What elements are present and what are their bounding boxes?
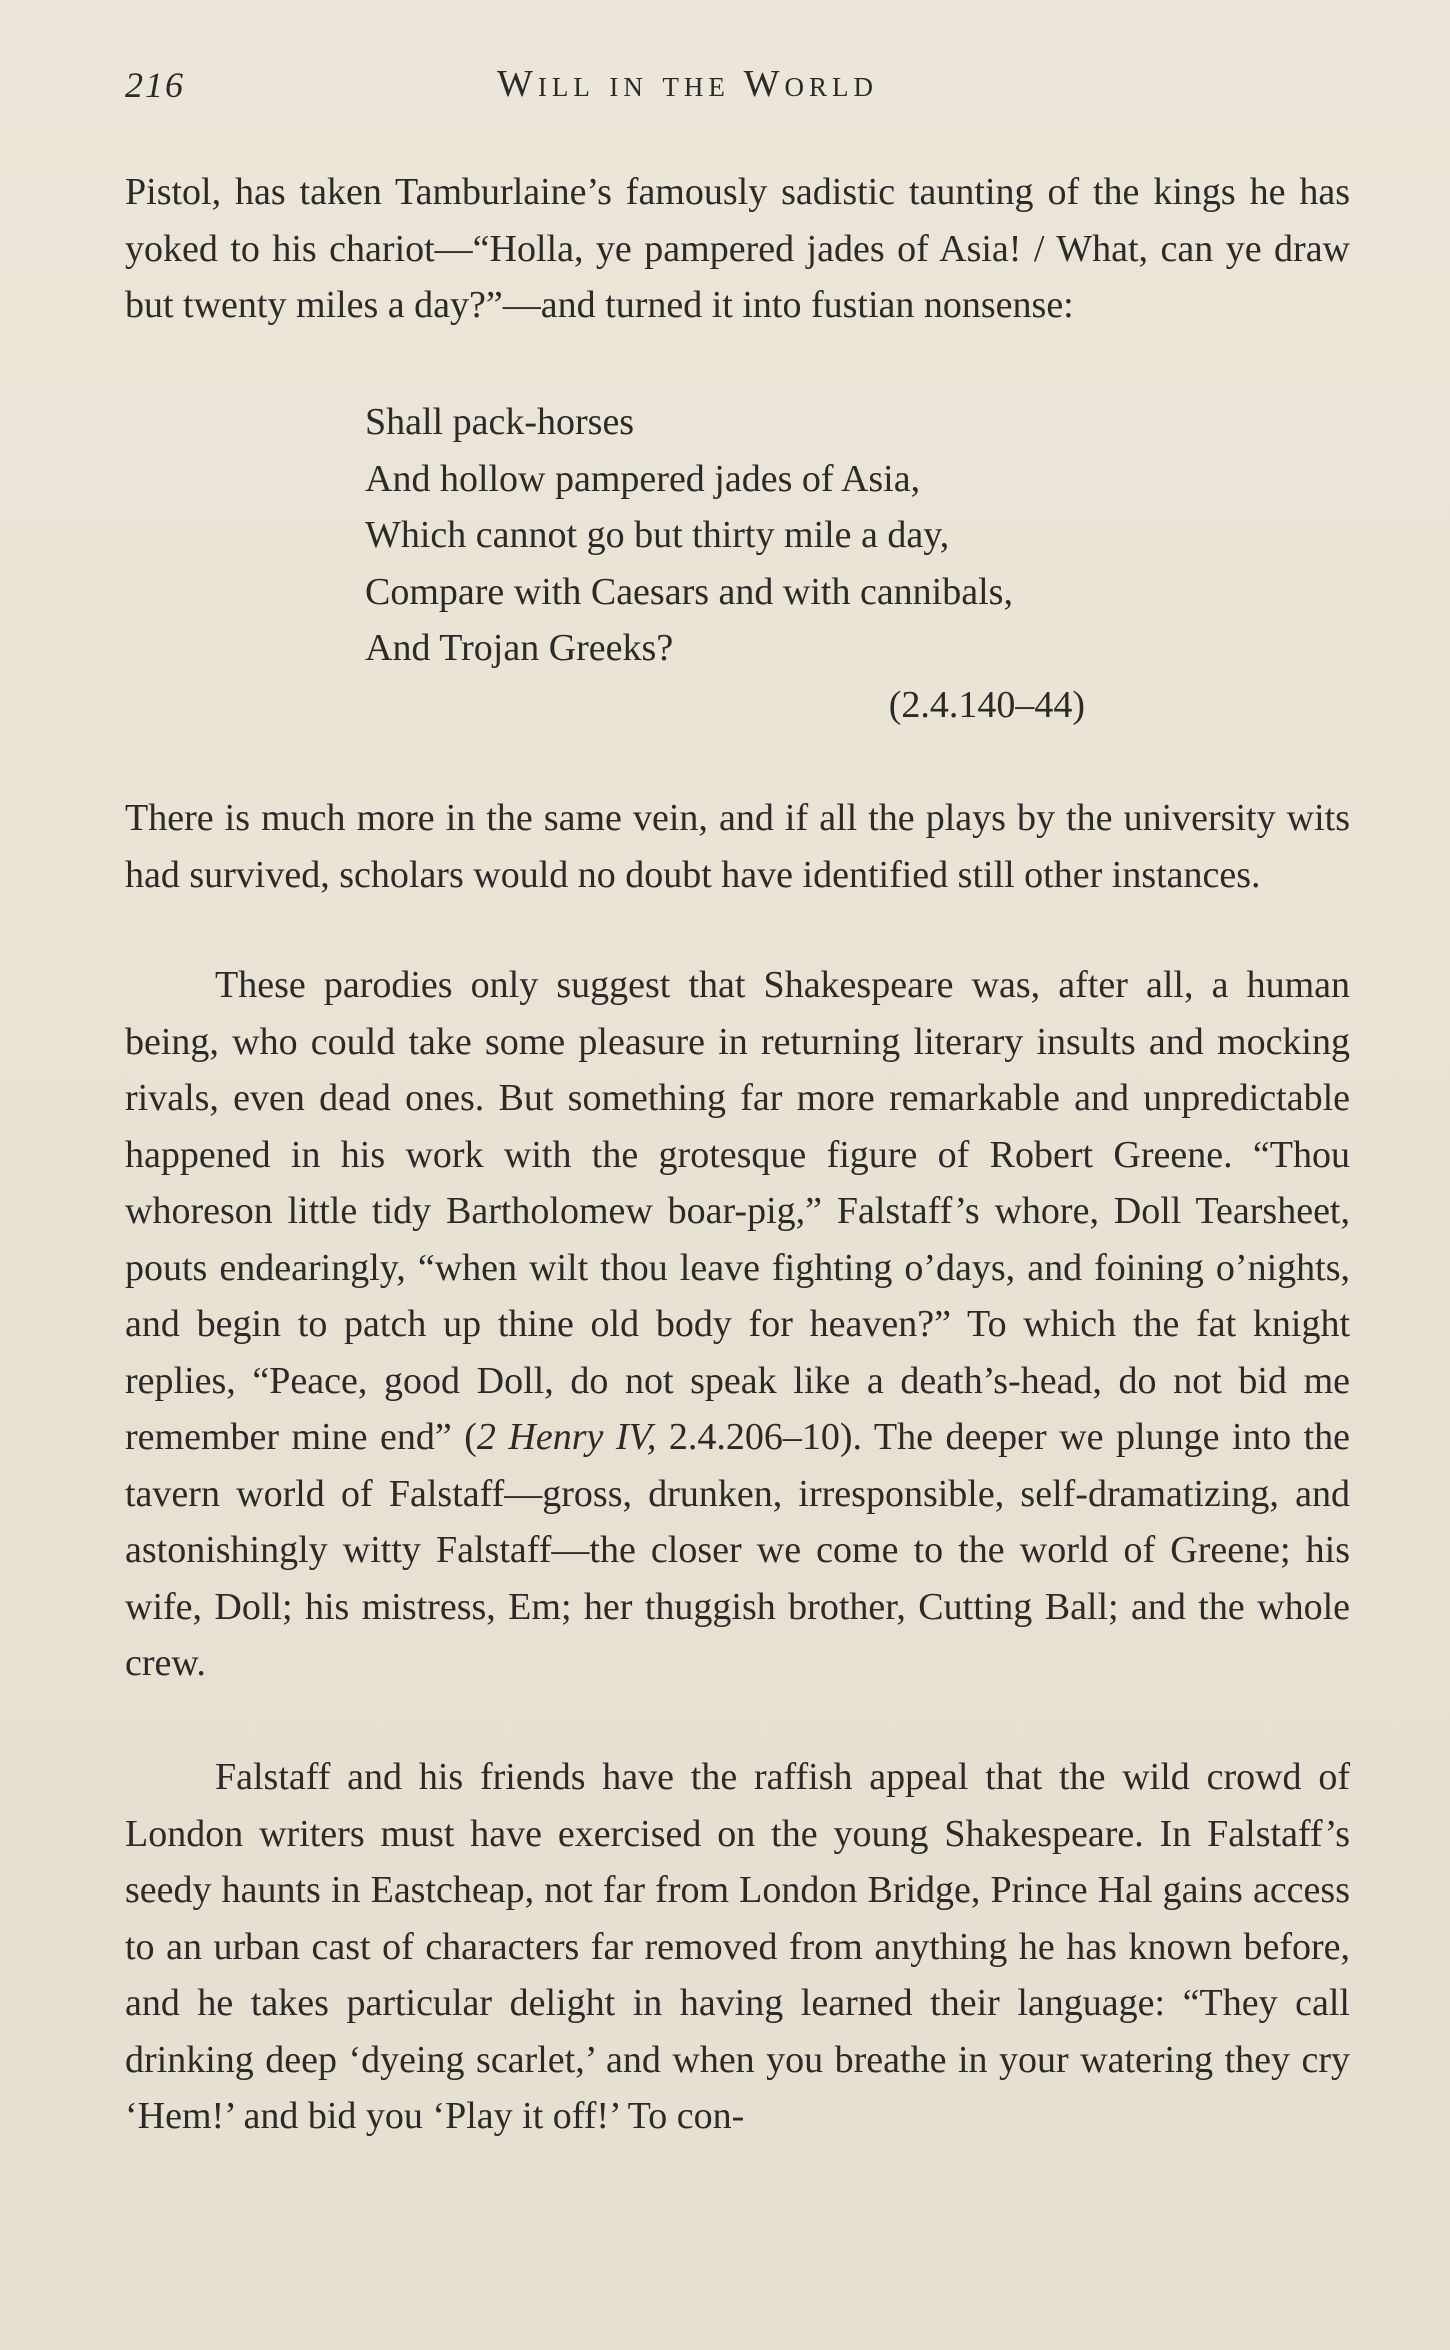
verse-line: Compare with Caesars and with cannibals, (365, 570, 1013, 613)
paragraph-3-part-1: These parodies only suggest that Shakespeare was, after all, a human being, who could take some pleasure in returning literary insults and mocking rivals, even dead ones. But something far more remarkable and unpredictable happened in his work with the grotesque figure of Robert Greene. “Thou whoreson little tidy Bartholomew boar-pig,” Falstaff’s whore, Doll Tearsheet, pouts endearingly, “when wilt thou leave fighting o’days, and foining o’nights, and begin to patch up thine old body for heaven?” To which the fat knight replies, “Peace, good Doll, do not speak like a death’s-head, do not bid me remember mine end” ( (125, 964, 1350, 1458)
paragraph-3 (125, 957, 1350, 1692)
paragraph-2 (125, 790, 1350, 903)
paragraph-3-part-2: 2.4.206–10). The deeper we plunge into the tavern world of Falstaff—gross, drunken, irresponsible, self-dramatizing, and astonishingly witty Falstaff—the closer we come to the world of Greene; his wife, Doll; his mistress, Em; her thuggish brother, Cutting Ball; and the whole crew. (125, 1416, 1350, 1684)
paragraph-1 (125, 164, 1350, 334)
paragraph-1-text: Pistol, has taken Tamburlaine’s famously sadistic taunting of the kings he has yoked to his chariot—“Holla, ye pampered jades of Asia! / What, can ye draw but twenty miles a day?”—and turned it into fustian nonsense: (125, 171, 1350, 326)
verse-quote (365, 394, 1085, 733)
paragraph-3-text (125, 957, 1350, 1692)
play-title: 2 Henry IV, (476, 1416, 657, 1458)
paragraph-4 (125, 1749, 1350, 2145)
page-number: 216 (125, 65, 185, 105)
verse-citation: (2.4.140–44) (888, 683, 1085, 726)
running-head (125, 62, 1350, 112)
verse-line: And hollow pampered jades of Asia, (365, 457, 921, 500)
paragraph-2-text: There is much more in the same vein, and if all the plays by the university wits had survived, scholars would no doubt have identified still other instances. (125, 797, 1350, 896)
paragraph-4-text: Falstaff and his friends have the raffish appeal that the wild crowd of London writers must have exercised on the young Shakespeare. In Falstaff’s seedy haunts in Eastcheap, not far from London Bridge, Prince Hal gains access to an urban cast of characters far removed from anything he has known before, and he takes particular delight in having learned their language: “They call drinking deep ‘dyeing scarlet,’ and when you breathe in your watering they cry ‘Hem!’ and bid you ‘Play it off!’ To con- (125, 1756, 1350, 2137)
verse-line: And Trojan Greeks? (365, 627, 674, 669)
verse-line: Shall pack-horses (365, 401, 635, 443)
book-title: Will in the World (497, 63, 878, 105)
verse-line: Which cannot go but thirty mile a day, (365, 514, 950, 556)
